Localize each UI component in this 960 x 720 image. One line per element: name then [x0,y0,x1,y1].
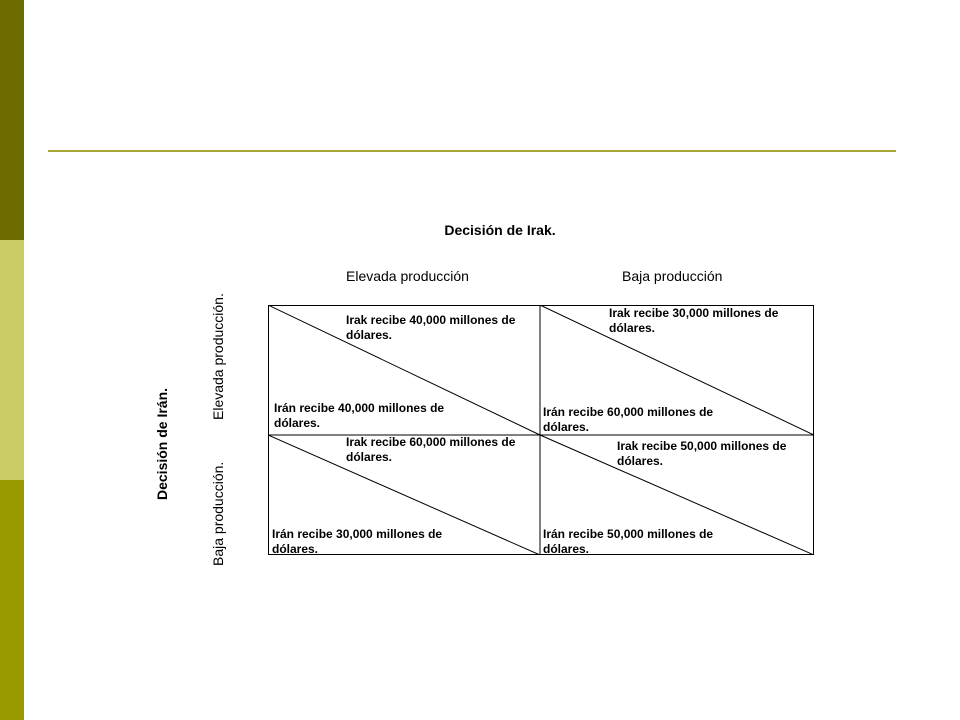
cell-3-bottom-line2: dólares. [272,542,319,556]
accent-bar-middle [0,240,24,480]
accent-bar-top [0,0,24,240]
cell-1-iran-payoff [274,401,444,431]
cell-4-irak-payoff [617,439,786,469]
cell-1-top-line1: Irak recibe 40,000 millones de [346,313,516,327]
cell-4-top-line1: Irak recibe 50,000 millones de [617,439,787,453]
cell-2-bottom-line1: Irán recibe 60,000 millones de [543,405,714,419]
cell-3-irak-payoff [346,435,515,465]
cell-3-top-line2: dólares. [346,450,393,464]
cell-4-iran-payoff [543,527,713,557]
column-title: Decisión de Irak. [444,222,556,238]
cell-2-top-line2: dólares. [609,321,656,335]
row-header-high: Elevada producción. [210,293,226,420]
cell-3-top-line1: Irak recibe 60,000 millones de [346,435,516,449]
cell-2-bottom-line2: dólares. [543,420,590,434]
column-header-low: Baja producción [622,268,723,284]
cell-4-bottom-line1: Irán recibe 50,000 millones de [543,527,714,541]
cell-1-bottom-line2: dólares. [274,416,321,430]
cell-4-top-line2: dólares. [617,454,664,468]
cell-3-iran-payoff [272,527,442,557]
accent-bar-bottom [0,480,24,720]
cell-1-irak-payoff [346,313,515,343]
column-header-high: Elevada producción [346,268,469,284]
cell-2-top-line1: Irak recibe 30,000 millones de [609,306,779,320]
cell-2-irak-payoff [609,306,778,336]
cell-1-bottom-line1: Irán recibe 40,000 millones de [274,401,445,415]
cell-4-bottom-line2: dólares. [543,542,590,556]
cell-2-iran-payoff [543,405,713,435]
title-divider [48,150,896,152]
cell-3-bottom-line1: Irán recibe 30,000 millones de [272,527,443,541]
row-header-low: Baja producción. [210,461,226,566]
row-title: Decisión de Irán. [154,387,170,500]
cell-1-top-line2: dólares. [346,328,393,342]
